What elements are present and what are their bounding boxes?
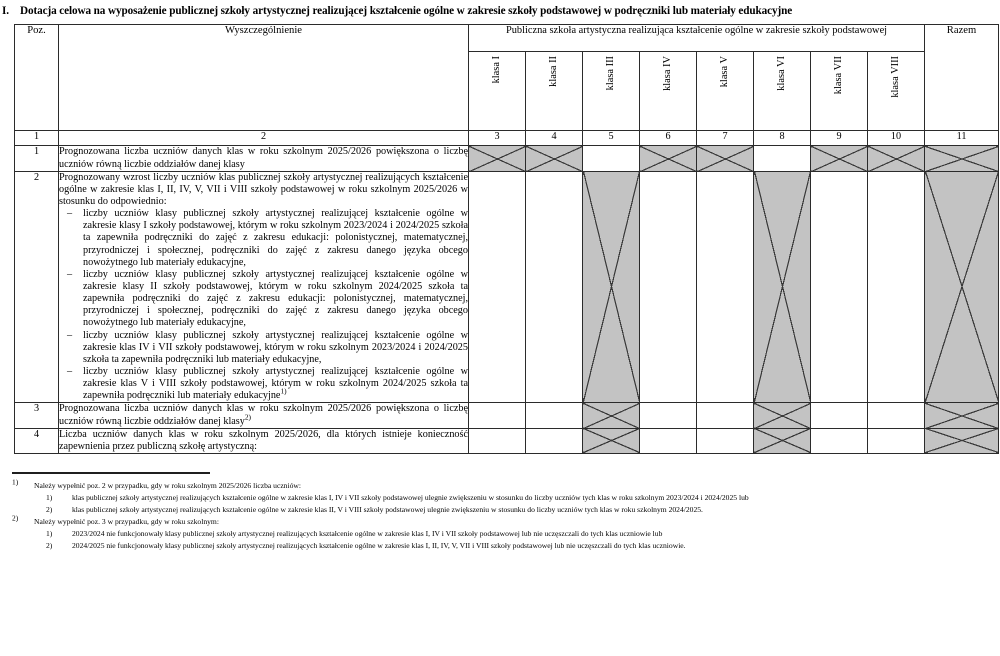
header-class-3-label: klasa III xyxy=(604,56,616,91)
row-description xyxy=(59,146,469,171)
cell-input[interactable] xyxy=(469,171,526,403)
cell-input[interactable] xyxy=(640,428,697,453)
cell-not-applicable xyxy=(754,403,811,428)
footnote-lead-text: Należy wypełnić poz. 3 w przypadku, gdy w roku szkolnym: xyxy=(34,517,219,527)
cell-not-applicable xyxy=(583,403,640,428)
cell-not-applicable xyxy=(640,146,697,171)
colnum-10: 10 xyxy=(868,131,925,146)
page-title-number: I. xyxy=(2,5,9,17)
header-class-8-label: klasa VIII xyxy=(889,56,901,99)
header-class-7-label: klasa VII xyxy=(832,56,844,95)
footnote-ref-marker: 1) xyxy=(280,386,287,396)
header-class-1 xyxy=(469,52,526,131)
row-description-body: Prognozowana liczba uczniów danych klas w roku szkolnym 2025/2026 powiększona o liczbę uczniów równą liczbie oddziałów danej klasy xyxy=(59,146,468,170)
header-poz: Poz. xyxy=(15,25,59,131)
cell-not-applicable xyxy=(925,171,999,403)
table-row xyxy=(15,428,999,453)
row-position-number: 2 xyxy=(15,171,59,403)
header-class-2 xyxy=(526,52,583,131)
footnote-sublist-item xyxy=(34,541,990,551)
footnote-sublist-marker: 2) xyxy=(46,540,53,550)
bullet-text: liczby uczniów klasy publicznej szkoły artystycznej realizującej kształcenie ogólne w zakresie klasy II szkoły podstawowej, którym w roku szkolnym 2024/2025 szkoła ta zapewniła podręczniki do zajęć z zakresu edukacji: polonistycznej, matematycznej, przyrodniczej i społecznej, podręczniki do zajęć z zakresu danego języka obcego nowożytnego lub materiały edukacyjne, xyxy=(83,268,468,329)
row-description-text xyxy=(59,429,468,453)
colnum-4: 4 xyxy=(526,131,583,146)
cell-input[interactable] xyxy=(469,428,526,453)
header-class-6-label: klasa VI xyxy=(775,56,787,92)
colnum-11: 11 xyxy=(925,131,999,146)
table-row xyxy=(15,403,999,428)
page-title xyxy=(0,0,1000,24)
header-class-8 xyxy=(868,52,925,131)
cell-not-applicable xyxy=(754,428,811,453)
header-school-group: Publiczna szkoła artystyczna realizująca kształcenie ogólne w zakresie szkoły podstawowej xyxy=(469,25,925,52)
cell-input[interactable] xyxy=(640,171,697,403)
row-position-number: 3 xyxy=(15,403,59,428)
footnote-sublist xyxy=(34,529,990,551)
footnote-sublist-marker: 1) xyxy=(46,529,53,539)
cell-not-applicable xyxy=(925,403,999,428)
header-razem: Razem xyxy=(925,25,999,131)
cell-input[interactable] xyxy=(811,403,868,428)
footnote-sublist-marker: 1) xyxy=(46,493,53,503)
header-class-7 xyxy=(811,52,868,131)
colnum-7: 7 xyxy=(697,131,754,146)
colnum-9: 9 xyxy=(811,131,868,146)
row-description-body: Liczba uczniów danych klas w roku szkolnym 2025/2026, dla których istnieje konieczność zapewnienia przez publiczną szkołę artystyczną: xyxy=(59,428,468,452)
header-class-6 xyxy=(754,52,811,131)
bullet-text: liczby uczniów klasy publicznej szkoły artystycznej realizującej kształcenie ogólne w zakresie klasy I szkoły podstawowej, którym w roku szkolnym 2023/2024 i 2024/2025 szkoła ta zapewniła podręczniki do zajęć z zakresu edukacji: polonistycznej, matematycznej, przyrodniczej i społecznej, podręczniki do zajęć z zakresu danego języka obcego nowożytnego lub materiały edukacyjne, xyxy=(83,208,468,268)
footnote-marker-sup: 1) xyxy=(12,477,19,487)
row-position-number: 4 xyxy=(15,428,59,453)
cell-not-applicable xyxy=(583,428,640,453)
dotacja-form-table xyxy=(14,24,999,454)
footnote-marker-sup: 2) xyxy=(12,513,19,523)
table-head xyxy=(15,25,999,146)
footnote-sublist-item xyxy=(34,529,990,539)
footnotes-section xyxy=(0,472,1000,553)
cell-not-applicable xyxy=(583,171,640,403)
table-header-row-group xyxy=(15,25,999,52)
footnote-sublist-text: klas publicznej szkoły artystycznej realizujących kształcenie ogólne w zakresie klas II, V i VIII szkoły podstawowej ulegnie zwiększeniu w stosunku do liczby uczniów tych klas w roku szkolnym 2024/2025. xyxy=(72,504,703,514)
footnote-body xyxy=(34,481,990,516)
cell-not-applicable xyxy=(469,146,526,171)
cell-input[interactable] xyxy=(640,403,697,428)
footnote-sublist-text: klas publicznej szkoły artystycznej realizujących kształcenie ogólne w zakresie klas I, IV i VII szkoły podstawowej ulegnie zwiększeniu w stosunku do liczby uczniów tych klas w roku szkolnym 2023/2024 i 2024/2025 lub xyxy=(72,493,749,503)
header-class-2-label: klasa II xyxy=(547,56,559,88)
footnote-marker xyxy=(6,477,34,491)
row-description-body: Prognozowana liczba uczniów danych klas w roku szkolnym 2025/2026 powiększona o liczbę uczniów równą liczbie oddziałów danej klasy xyxy=(59,403,468,427)
page-title-text: Dotacja celowa na wyposażenie publicznej szkoły artystycznej realizującej kształcenie ogólne w zakresie szkoły podstawowej w podręczniki lub materiały edukacyjne xyxy=(20,5,793,17)
cell-input[interactable] xyxy=(868,403,925,428)
cell-input[interactable] xyxy=(697,171,754,403)
footnote-sublist xyxy=(34,493,990,515)
row-description-text xyxy=(59,403,468,427)
row-description xyxy=(59,171,469,403)
table-row xyxy=(15,171,999,403)
footnote-sublist-item xyxy=(34,493,990,503)
footnote xyxy=(6,477,990,516)
footnote xyxy=(6,513,990,552)
header-class-4-label: klasa IV xyxy=(661,56,673,92)
footnote-sublist-item xyxy=(34,505,990,515)
cell-input[interactable] xyxy=(811,171,868,403)
cell-not-applicable xyxy=(868,146,925,171)
footnote-sublist-text: 2024/2025 nie funkcjonowały klasy publicznej szkoły artystycznej realizujących kształcenie ogólne w zakresie klas I, II, IV, V, VII i VIII szkoły podstawowej lub nie uczęszczali do tych klas uczniowie. xyxy=(72,540,686,550)
footnote-ref-marker: 2) xyxy=(244,412,252,422)
table-body xyxy=(15,146,999,454)
colnum-8: 8 xyxy=(754,131,811,146)
footnote-lead-text: Należy wypełnić poz. 2 w przypadku, gdy w roku szkolnym 2025/2026 liczba uczniów: xyxy=(34,480,301,490)
cell-not-applicable xyxy=(925,146,999,171)
colnum-6: 6 xyxy=(640,131,697,146)
cell-not-applicable xyxy=(526,146,583,171)
colnum-1: 1 xyxy=(15,131,59,146)
row-description-bullets xyxy=(59,208,468,402)
colnum-3: 3 xyxy=(469,131,526,146)
header-class-3 xyxy=(583,52,640,131)
row-description xyxy=(59,428,469,453)
table-row xyxy=(15,146,999,171)
footnote-sublist-text: 2023/2024 nie funkcjonowały klasy publicznej szkoły artystycznej realizujących kształcenie ogólne w zakresie klas I, IV i VII szkoły podstawowej lub nie uczęszczali do tych klas uczniowie lub xyxy=(72,529,663,539)
footnote-body xyxy=(34,517,990,552)
cell-not-applicable xyxy=(811,146,868,171)
table-column-number-row xyxy=(15,131,999,146)
cell-not-applicable xyxy=(754,171,811,403)
bullet-text: liczby uczniów klasy publicznej szkoły artystycznej realizującej kształcenie ogólne w zakresie klas IV i VII szkoły podstawowej, którym w roku szkolnym 2023/2024 i 2024/2025 szkoła ta zapewniła podręczniki lub materiały edukacyjne, xyxy=(83,329,468,365)
cell-input[interactable] xyxy=(868,428,925,453)
row-description xyxy=(59,403,469,428)
footnote-separator-rule xyxy=(12,472,210,474)
header-class-5 xyxy=(697,52,754,131)
footnote-marker xyxy=(6,513,34,527)
row-description-bullet xyxy=(59,366,468,402)
row-description-bullet xyxy=(59,208,468,269)
cell-input[interactable] xyxy=(697,428,754,453)
row-description-bullet xyxy=(59,330,468,366)
colnum-5: 5 xyxy=(583,131,640,146)
header-class-4 xyxy=(640,52,697,131)
form-table-container xyxy=(0,24,1000,454)
row-description-lead: Prognozowany wzrost liczby uczniów klas publicznej szkoły artystycznej realizujących kształcenie ogólne w zakresie klas I, II, IV, V, VII i VIII szkoły podstawowej w roku szkolnym 2025/2026 w stosunku do odpowiednio: xyxy=(59,171,468,207)
cell-not-applicable xyxy=(925,428,999,453)
cell-input[interactable] xyxy=(697,403,754,428)
cell-not-applicable xyxy=(697,146,754,171)
row-description-text xyxy=(59,146,468,170)
bullet-text: liczby uczniów klasy publicznej szkoły artystycznej realizującej kształcenie ogólne w zakresie klas V i VIII szkoły podstawowej, którym w roku szkolnym 2024/2025 szkoła ta zapewniła podręczniki lub materiały edukacyjne xyxy=(83,365,468,402)
colnum-2: 2 xyxy=(59,131,469,146)
cell-input[interactable] xyxy=(526,428,583,453)
cell-input[interactable] xyxy=(811,428,868,453)
cell-input[interactable] xyxy=(526,403,583,428)
footnote-list xyxy=(6,477,990,553)
cell-input[interactable] xyxy=(754,146,811,171)
header-class-5-label: klasa V xyxy=(718,56,730,88)
cell-input[interactable] xyxy=(868,171,925,403)
row-description-bullet xyxy=(59,269,468,330)
cell-input[interactable] xyxy=(583,146,640,171)
header-wyszczegolnienie: Wyszczególnienie xyxy=(59,25,469,131)
cell-input[interactable] xyxy=(469,403,526,428)
footnote-sublist-marker: 2) xyxy=(46,504,53,514)
header-class-1-label: klasa I xyxy=(490,56,502,84)
row-position-number: 1 xyxy=(15,146,59,171)
cell-input[interactable] xyxy=(526,171,583,403)
